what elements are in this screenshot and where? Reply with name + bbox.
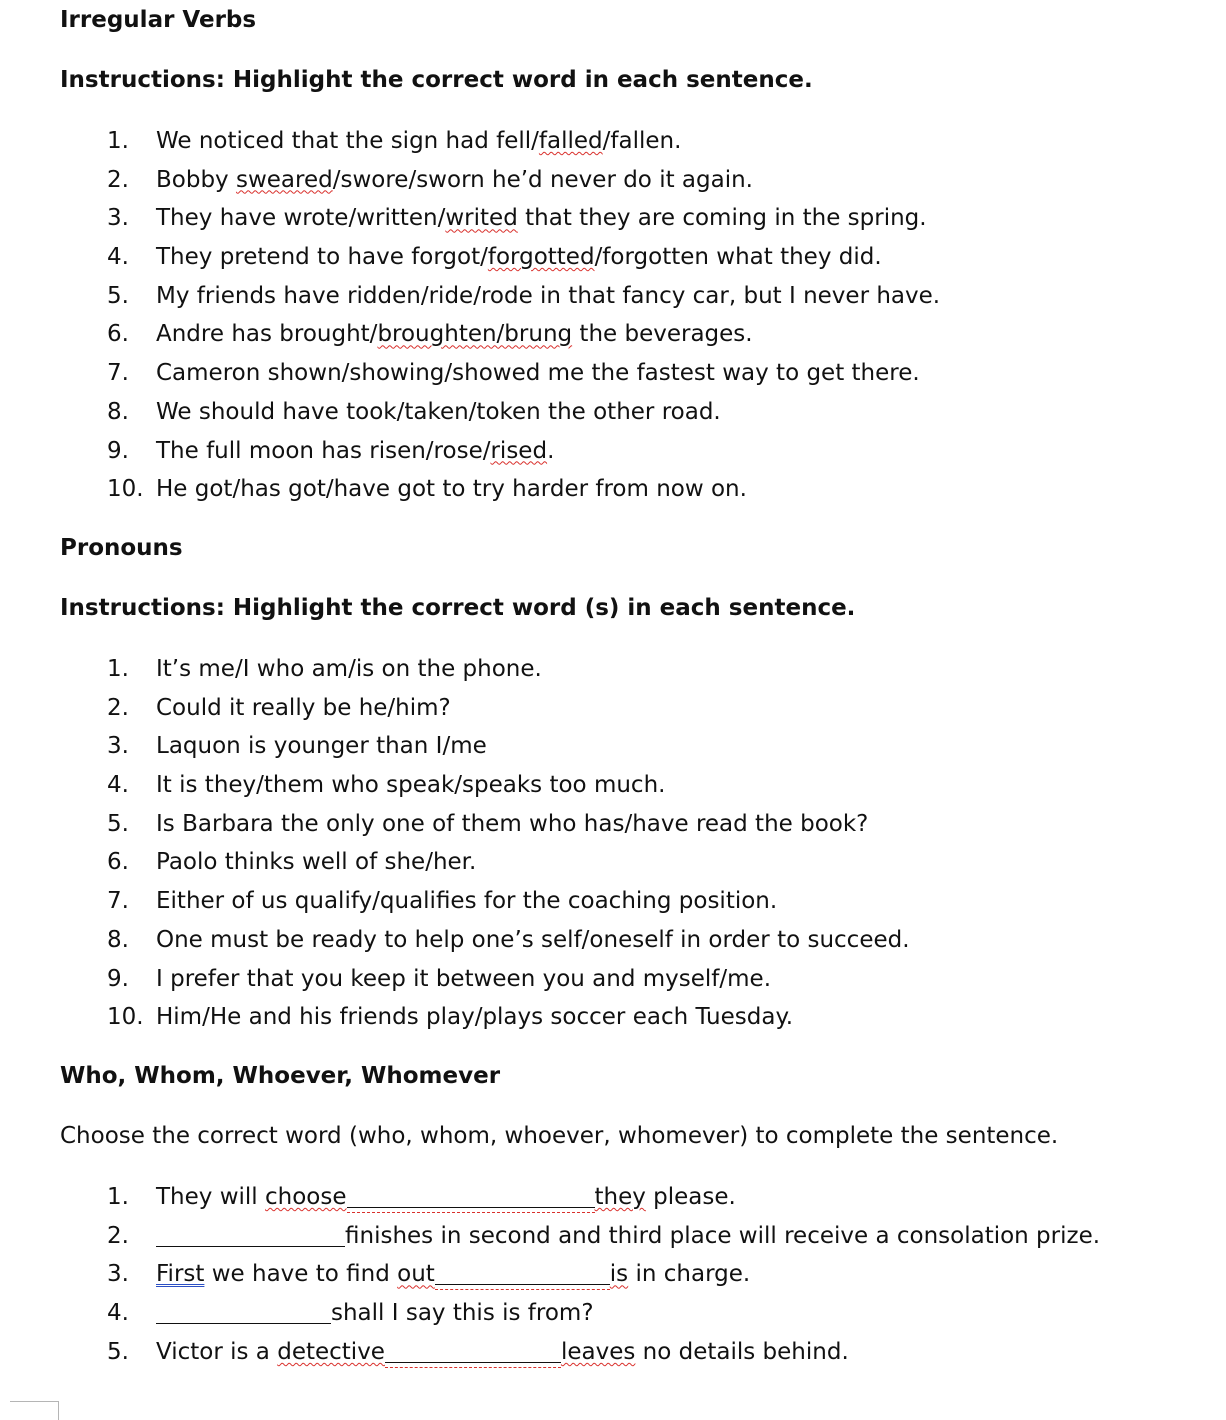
section-irregular-verbs-instructions: Instructions: Highlight the correct word in each sentence. [60, 67, 813, 93]
fill-blank[interactable] [156, 1242, 345, 1243]
fill-blank[interactable] [156, 1319, 331, 1320]
spelling-flag: broughten/brung [377, 321, 573, 348]
spelling-flag: falled [538, 128, 603, 154]
section-irregular-verbs-title: Irregular Verbs [60, 7, 257, 33]
section-who-whom-title: Who, Whom, Whoever, Whomever [60, 1063, 501, 1089]
spelling-flag: writed [445, 205, 518, 232]
fill-blank[interactable] [385, 1358, 561, 1359]
spelling-flag: sweared [235, 166, 333, 193]
page-corner-marker [10, 1401, 59, 1420]
fill-blank[interactable] [435, 1280, 610, 1281]
spelling-flag: rised [490, 437, 548, 464]
section-pronouns-title: Pronouns [60, 535, 183, 561]
spelling-flag: forgotted [487, 244, 595, 271]
section-pronouns-instructions: Instructions: Highlight the correct word (s) in each sentence. [60, 595, 856, 621]
section-who-whom-instructions: Choose the correct word (who, whom, whoever, whomever) to complete the sentence. [60, 1123, 1059, 1149]
fill-blank[interactable] [347, 1203, 595, 1204]
